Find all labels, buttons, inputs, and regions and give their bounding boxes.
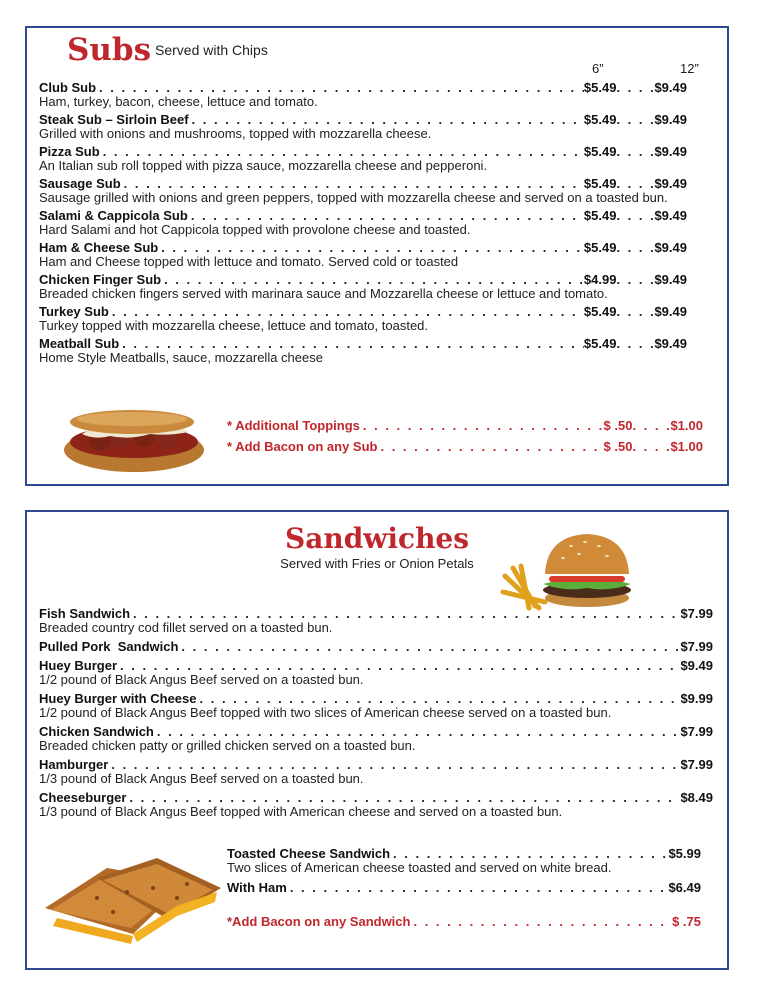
subs-list <box>39 80 715 368</box>
price-6-inch: $5.49 <box>583 112 617 127</box>
sub-item <box>39 112 715 141</box>
subs-subtitle: Served with Chips <box>155 42 268 58</box>
item-description: Ham and Cheese topped with lettuce and tomato. Served cold or toasted <box>39 254 459 269</box>
item-price: $7.99 <box>680 757 713 772</box>
sandwich-item <box>227 846 701 875</box>
item-description: Turkey topped with mozzarella cheese, lettuce and tomato, toasted. <box>39 318 429 333</box>
item-description: 1/2 pound of Black Angus Beef served on a toasted bun. <box>39 672 364 687</box>
size-6-inch-header: 6” <box>592 61 604 76</box>
item-name: Salami & Cappicola Sub <box>39 208 188 223</box>
item-description: 1/2 pound of Black Angus Beef topped with two slices of American cheese served on a toasted bun. <box>39 705 612 720</box>
extra-item <box>227 439 703 454</box>
price-6-inch: $5.49 <box>583 336 617 351</box>
burger-fries-image <box>499 518 635 612</box>
item-name: Turkey Sub <box>39 304 109 319</box>
item-name: Huey Burger with Cheese <box>39 691 197 706</box>
item-description: 1/3 pound of Black Angus Beef served on a toasted bun. <box>39 771 364 786</box>
toasted-cheese-section <box>227 846 701 929</box>
extra-item <box>227 418 703 433</box>
price-12-inch: $9.49 <box>654 144 687 159</box>
price-12-inch: $1.00 <box>670 439 703 454</box>
item-name: Huey Burger <box>39 658 118 673</box>
sub-item <box>39 80 715 109</box>
item-price: $6.49 <box>668 880 701 895</box>
extra-name: * Add Bacon on any Sub <box>227 439 378 454</box>
item-name: Toasted Cheese Sandwich <box>227 846 391 861</box>
sub-item <box>39 144 715 173</box>
sandwich-item <box>39 658 715 687</box>
item-price: $9.99 <box>680 691 713 706</box>
item-price: $7.99 <box>680 724 713 739</box>
item-name: Meatball Sub <box>39 336 120 351</box>
item-description: Sausage grilled with onions and green peppers, topped with mozzarella cheese and served on a toasted bun. <box>39 190 668 205</box>
price-6-inch: $5.49 <box>583 208 617 223</box>
sandwich-item <box>227 880 701 895</box>
price-12-inch: $1.00 <box>670 418 703 433</box>
price-12-inch: $9.49 <box>654 272 687 287</box>
item-description: Breaded chicken fingers served with marinara sauce and Mozzarella cheese or lettuce and tomato. <box>39 286 608 301</box>
item-name: Club Sub <box>39 80 97 95</box>
sandwich-item <box>39 757 715 786</box>
sandwiches-list <box>39 606 715 823</box>
item-name: Cheeseburger <box>39 790 127 805</box>
sandwiches-subtitle: Served with Fries or Onion Petals <box>280 556 474 571</box>
item-name: Chicken Finger Sub <box>39 272 162 287</box>
item-description: 1/3 pound of Black Angus Beef topped with American cheese and served on a toasted bun. <box>39 804 563 819</box>
price-6-inch: $4.99 <box>583 272 617 287</box>
item-description: Breaded chicken patty or grilled chicken served on a toasted bun. <box>39 738 416 753</box>
item-name: Pulled Pork Sandwich <box>39 639 179 654</box>
sub-item <box>39 336 715 365</box>
item-name: Ham & Cheese Sub <box>39 240 159 255</box>
item-description: Home Style Meatballs, sauce, mozzarella cheese <box>39 350 323 365</box>
item-description: An Italian sub roll topped with pizza sauce, mozzarella cheese and pepperoni. <box>39 158 488 173</box>
item-name: Hamburger <box>39 757 109 772</box>
sandwich-item <box>39 790 715 819</box>
price-6-inch: $5.49 <box>583 240 617 255</box>
price-12-inch: $9.49 <box>654 336 687 351</box>
item-description: Breaded country cod fillet served on a toasted bun. <box>39 620 333 635</box>
sub-item <box>39 240 715 269</box>
price-12-inch: $9.49 <box>654 176 687 191</box>
price-6-inch: $ .50 <box>603 439 633 454</box>
item-name: Pizza Sub <box>39 144 100 159</box>
sub-item <box>39 176 715 205</box>
item-name: With Ham <box>227 880 287 895</box>
meatball-sub-image <box>60 400 208 478</box>
sub-item <box>39 208 715 237</box>
item-name: Steak Sub – Sirloin Beef <box>39 112 189 127</box>
price-12-inch: $9.49 <box>654 240 687 255</box>
sandwiches-panel <box>25 510 729 970</box>
item-description: Grilled with onions and mushrooms, topped with mozzarella cheese. <box>39 126 432 141</box>
item-price: $9.49 <box>680 658 713 673</box>
item-price: $7.99 <box>680 639 713 654</box>
item-name: Chicken Sandwich <box>39 724 154 739</box>
price-12-inch: $9.49 <box>654 80 687 95</box>
item-description: Hard Salami and hot Cappicola topped with provolone cheese and toasted. <box>39 222 471 237</box>
sandwich-item <box>39 639 715 654</box>
bacon-addon <box>227 914 701 929</box>
item-price: $8.49 <box>680 790 713 805</box>
extra-name: * Additional Toppings <box>227 418 360 433</box>
item-price: $ .75 <box>672 914 701 929</box>
price-12-inch: $9.49 <box>654 208 687 223</box>
sub-item <box>39 304 715 333</box>
size-12-inch-header: 12” <box>680 61 699 76</box>
price-6-inch: $5.49 <box>583 80 617 95</box>
sandwich-item <box>39 724 715 753</box>
item-name: *Add Bacon on any Sandwich <box>227 914 411 929</box>
price-6-inch: $5.49 <box>583 144 617 159</box>
subs-title: Subs <box>67 32 152 68</box>
subs-extras <box>227 418 703 454</box>
item-name: Fish Sandwich <box>39 606 131 621</box>
price-12-inch: $9.49 <box>654 112 687 127</box>
price-12-inch: $9.49 <box>654 304 687 319</box>
item-description: Two slices of American cheese toasted and served on white bread. <box>227 860 612 875</box>
price-6-inch: $5.49 <box>583 176 617 191</box>
sandwiches-title: Sandwiches <box>284 522 470 555</box>
subs-panel <box>25 26 729 486</box>
item-price: $7.99 <box>680 606 713 621</box>
sub-item <box>39 272 715 301</box>
grilled-cheese-image <box>37 848 223 948</box>
item-name: Sausage Sub <box>39 176 121 191</box>
sandwich-item <box>39 606 715 635</box>
price-6-inch: $ .50 <box>603 418 633 433</box>
item-price: $5.99 <box>668 846 701 861</box>
price-6-inch: $5.49 <box>583 304 617 319</box>
item-description: Ham, turkey, bacon, cheese, lettuce and tomato. <box>39 94 318 109</box>
sandwich-item <box>39 691 715 720</box>
